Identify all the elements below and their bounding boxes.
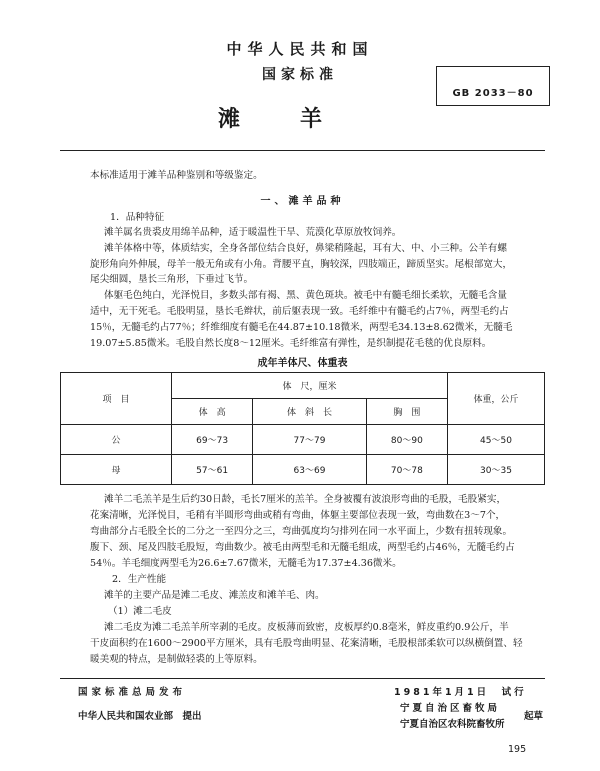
row-label: 公 [61,425,172,455]
table-row [61,455,545,485]
paragraph-line: 花案清晰，光泽悦目，毛稍有半圆形弯曲或稍有弯曲，体躯主要部位表现一致，弯曲数在3～7个， [90,510,506,521]
col-header-item: 项 目 [61,373,172,425]
drafter-2: 宁夏自治区农科院畜牧所 [400,719,505,730]
paragraph-line: 适中，无干死毛。毛股明显，垦长毛辫状，前后躯表现一致。毛纤维中有髓毛约占7％，两型毛约占 [90,306,509,317]
paragraph-line: 滩二毛皮为滩二毛羔羊所宰剥的毛皮。皮板薄而致密，皮板厚约0.8毫米，鲜皮重约0.9公斤，半 [104,622,509,633]
paragraph-line: 19.07±5.85微米。毛股自然长度8～12厘米。毛纤维富有弹性，是织制提花毛毯的优良原料。 [90,338,492,349]
subsection-title: 2．生产性能 [112,574,167,585]
paragraph-line: 滩羊的主要产品是滩二毛皮、滩羔皮和滩羊毛、肉。 [104,590,325,601]
table-cell: 69～73 [172,425,253,455]
paragraph-line: 滩羊二毛羔羊是生后约30日龄，毛长7厘米的羔羊。全身被覆有波浪形弯曲的毛股，毛股紧实， [104,494,507,505]
footer-rule [60,678,545,679]
table-cell: 63～69 [253,455,367,485]
table-cell: 57～61 [172,455,253,485]
col-header-height: 体 高 [172,399,253,425]
table-caption: 成年羊体尺、体重表 [257,358,348,369]
proposer: 中华人民共和国农业部 提出 [78,711,202,722]
col-header-measurements: 体 尺，厘米 [172,373,448,399]
paragraph-line: 腹下、颈、尾及四肢毛股短，弯曲数少。被毛由两型毛和无髓毛组成，两型毛约占46％，无髓毛约占 [90,542,515,553]
standard-code: GB 2033－80 [452,88,534,99]
paragraph-line: 体躯毛色纯白，光泽悦目，多数头部有褐、黑、黄色斑块。被毛中有髓毛细长柔软，无髓毛含量 [104,290,507,301]
table-cell: 70～78 [366,455,447,485]
paragraph-line: 54％。羊毛细度两型毛为26.6±7.67微米，无髓毛为17.37±4.36微米。 [90,558,402,569]
paragraph-line: 暖美观的特点，是制做轻裘的上等原料。 [90,654,263,665]
table-row [61,425,545,455]
paragraph-line: 15％，无髓毛约占77％；纤维细度有髓毛在44.87±10.18微米，两型毛34.13±8.62微米，无髓毛 [90,322,513,333]
drafter-1: 宁夏自治区畜牧局 [400,703,501,714]
page-number: 195 [508,744,527,755]
col-header-body-length: 体 斜 长 [253,399,367,425]
table-cell: 77～79 [253,425,367,455]
header-rule [60,150,545,151]
paragraph-line: 旋形角向外伸展，母羊一般无角或有小角。背腰平直，胸较深，四肢端正，蹄质坚实。尾根部宽大， [90,259,513,270]
intro-text: 本标准适用于滩羊品种鉴别和等级鉴定。 [90,170,263,181]
drafted-label: 起草 [524,711,544,722]
section-heading: 一、滩羊品种 [260,196,345,207]
trial-date: 1981年1月1日 试行 [394,687,527,698]
issuer: 国家标准总局发布 [78,687,187,698]
body-measurement-table [60,372,545,485]
table-cell: 45～50 [448,425,545,455]
table-cell: 80～90 [366,425,447,455]
paragraph-line: 弯曲部分占毛股全长的二分之一至四分之三，弯曲弧度均匀排列在同一水平面上，少数有扭转现象。 [90,526,513,537]
document-title: 滩羊 [217,107,382,132]
paragraph-line: 干皮面积约在1600～2900平方厘米，具有毛股弯曲明显、花案清晰，毛股根部柔软可以纵横倒置、轻 [90,638,523,649]
subsection-title: 1．品种特征 [110,212,165,223]
subsection-title: （1）滩二毛皮 [108,606,172,617]
row-label: 母 [61,455,172,485]
paragraph-line: 尾尖细圆，垦长三角形，下垂过飞节。 [90,274,254,285]
country-name: 中华人民共和国 [226,40,374,58]
col-header-chest: 胸 围 [366,399,447,425]
table-cell: 30～35 [448,455,545,485]
paragraph-line: 滩羊属名贵裘皮用绵羊品种，适于暖温性干旱、荒漠化草原放牧饲养。 [104,227,402,238]
col-header-weight: 体重，公斤 [448,373,545,425]
paragraph-line: 滩羊体格中等，体质结实，全身各部位结合良好，鼻梁稍隆起，耳有大、中、小三种。公羊有螺 [104,243,507,254]
standard-type: 国家标准 [262,67,338,83]
